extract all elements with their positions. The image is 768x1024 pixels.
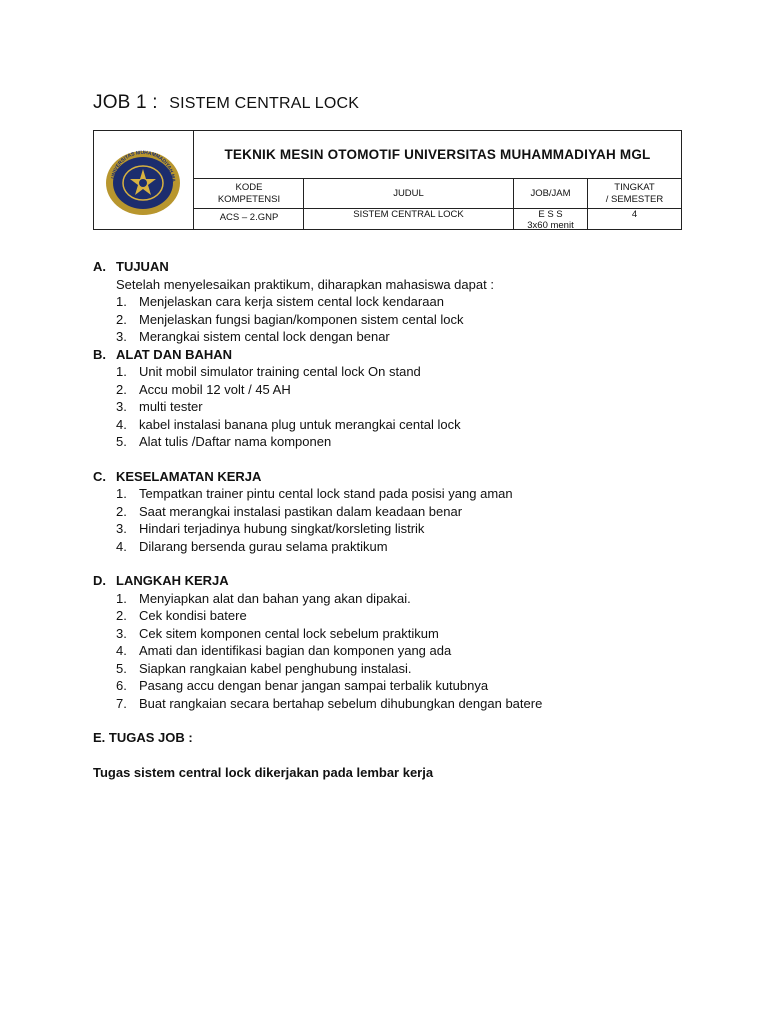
- judul-label: JUDUL: [393, 187, 424, 199]
- list-item: 4. Dilarang bersenda gurau selama praktikum: [116, 538, 388, 554]
- section-heading-tugas-job: E. TUGAS JOB :: [93, 730, 193, 745]
- list-item: 7. Buat rangkaian secara bertahap sebelum dihubungkan dengan batere: [116, 695, 543, 711]
- university-logo-icon: [104, 149, 182, 217]
- header-table: [93, 130, 682, 230]
- kode-kompetensi-label: KODE KOMPETENSI: [217, 181, 281, 205]
- list-item: 5. Alat tulis /Daftar nama komponen: [116, 434, 332, 449]
- section-heading-tujuan: A. TUJUAN: [93, 259, 169, 274]
- logo-cell: [94, 131, 194, 229]
- list-item: 1. Tempatkan trainer pintu cental lock stand pada posisi yang aman: [116, 486, 513, 501]
- list-item: 3. multi tester: [116, 399, 203, 414]
- tingkat-semester-label: TINGKAT / SEMESTER: [605, 181, 664, 205]
- list-item: 1. Menjelaskan cara kerja sistem cental lock kendaraan: [116, 294, 444, 309]
- institution-name: TEKNIK MESIN OTOMOTIF UNIVERSITAS MUHAMMADIYAH MGL: [194, 131, 681, 179]
- section-heading-alat-dan-bahan: B. ALAT DAN BAHAN: [93, 346, 233, 362]
- list-item: 4. kabel instalasi banana plug untuk merangkai cental lock: [116, 416, 461, 432]
- list-item: 6. Pasang accu dengan benar jangan sampai terbalik kutubnya: [116, 678, 489, 693]
- job-content: [93, 258, 713, 781]
- job-name: SISTEM CENTRAL LOCK: [169, 95, 360, 112]
- judul-value: SISTEM CENTRAL LOCK: [353, 209, 464, 220]
- list-item: 3. Merangkai sistem cental lock dengan benar: [116, 329, 390, 344]
- section-heading-langkah-kerja: D. LANGKAH KERJA: [93, 573, 229, 588]
- list-item: 2. Menjelaskan fungsi bagian/komponen sistem cental lock: [116, 311, 464, 327]
- logo-text: UNIVERSITAS MUHAMMADIYAH MA: [110, 149, 177, 183]
- kode-value: ACS – 2.GNP: [219, 212, 279, 223]
- section-heading-keselamatan-kerja: C. KESELAMATAN KERJA: [93, 468, 262, 484]
- tingkat-value: 4: [631, 209, 638, 220]
- list-item: 2. Saat merangkai instalasi pastikan dalam keadaan benar: [116, 503, 463, 519]
- list-item: 5. Siapkan rangkaian kabel penghubung instalasi.: [116, 660, 412, 676]
- list-item: 4. Amati dan identifikasi bagian dan komponen yang ada: [116, 643, 452, 658]
- tujuan-intro: Setelah menyelesaikan praktikum, diharapkan mahasiswa dapat :: [116, 276, 494, 292]
- list-item: 1. Unit mobil simulator training cental lock On stand: [116, 364, 421, 379]
- list-item: 3. Cek sitem komponen cental lock sebelum praktikum: [116, 625, 439, 641]
- list-item: 2. Accu mobil 12 volt / 45 AH: [116, 381, 291, 397]
- job-title: [93, 92, 359, 114]
- jobjam-label: JOB/JAM: [530, 187, 571, 199]
- list-item: 2. Cek kondisi batere: [116, 608, 247, 623]
- job-prefix: JOB 1 :: [93, 92, 158, 113]
- tugas-text: Tugas sistem central lock dikerjakan pada lembar kerja: [93, 764, 434, 780]
- list-item: 3. Hindari terjadinya hubung singkat/korsleting listrik: [116, 521, 425, 536]
- jobjam-value: E S S 3x60 menit: [527, 209, 574, 231]
- list-item: 1. Menyiapkan alat dan bahan yang akan dipakai.: [116, 590, 411, 606]
